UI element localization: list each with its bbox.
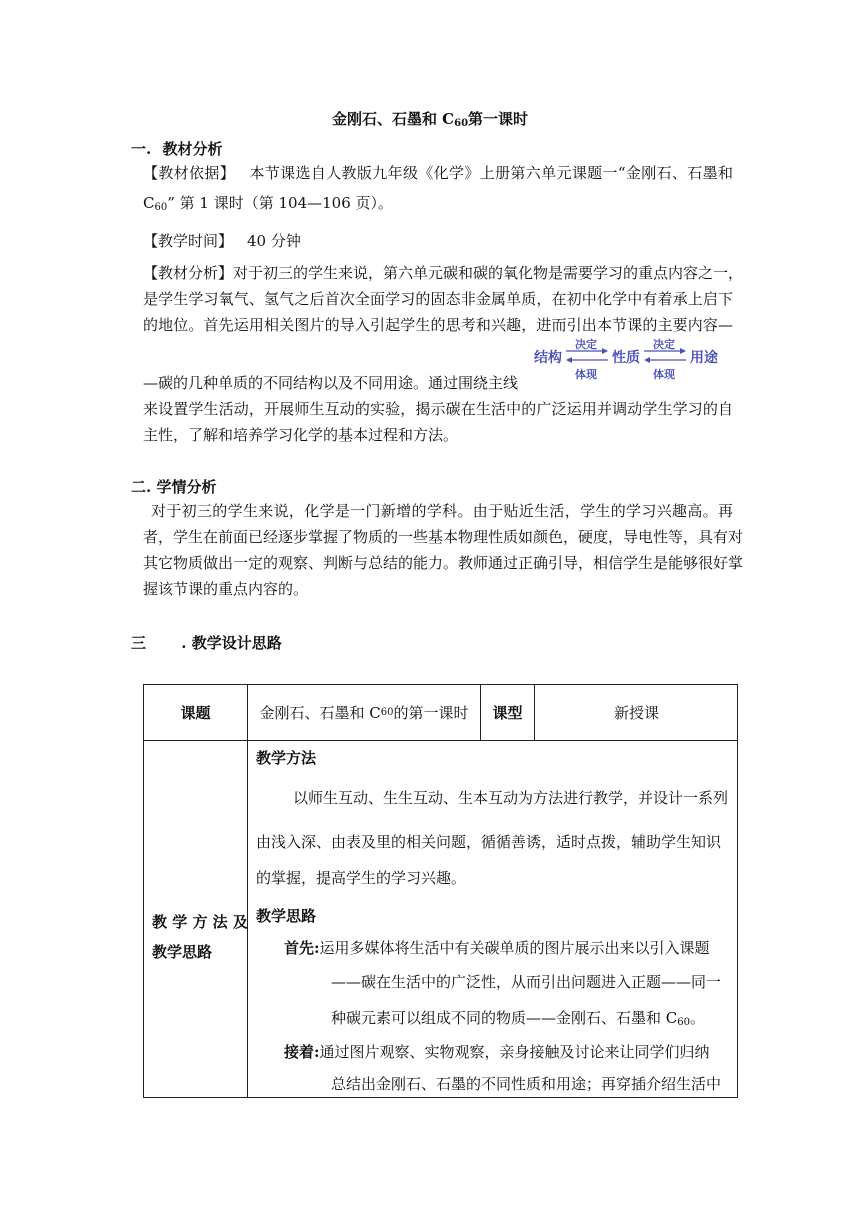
learner-line3: 其它物质做出一定的观察、判断与总结的能力。教师通过正确引导，相信学生是能够很好掌 (143, 554, 744, 572)
section-number: 三 (131, 634, 147, 652)
analysis-line3: 的地位。首先运用相关图片的导入引起学生的思考和兴趣，进而引出本节课的主要内容— (143, 316, 733, 334)
time-label: 【教学时间】 (143, 232, 234, 250)
diagram-node-structure: 结构 (534, 350, 562, 366)
first-line3: 种碳元素可以组成不同的物质——金刚石、石墨和 $C_{60}$。 (331, 1009, 705, 1028)
basis-label: 【教材依据】 (143, 164, 236, 182)
lesson-type-value: 新授课 (613, 704, 659, 722)
diagram-label-reflects-1: 体现 (575, 368, 597, 381)
basis-text: 本节课选自人教版九年级《化学》上册第六单元课题一“金刚石、石墨和 (249, 164, 733, 182)
basis-paragraph (143, 158, 733, 188)
header-topic: 课题 (180, 704, 211, 722)
section-heading-textbook-analysis (131, 138, 222, 159)
time-paragraph (143, 226, 301, 256)
diagram-node-property: 性质 (612, 350, 640, 366)
structure-property-use-diagram (534, 338, 726, 382)
next-step: 接着:通过图片观察、实物观察，亲身接触及讨论来让同学们归纳 (284, 1043, 710, 1061)
method-line3: 的掌握，提高学生的学习兴趣。 (256, 869, 467, 887)
diagram-label-determines-1: 决定 (575, 338, 597, 351)
lesson-design-table (143, 684, 738, 1098)
basis-line2: $C_{60}$” 第 1 课时（第 104—106 页）。 (143, 194, 394, 213)
next-label: 接着: (284, 1043, 320, 1061)
learner-line1: 对于初三的学生来说，化学是一门新增的学科。由于贴近生活，学生的学习兴趣高。再 (151, 502, 733, 520)
method-line1: 以师生互动、生生互动、生本互动为方法进行教学，并设计一系列 (293, 789, 729, 807)
header-lesson-type: 课型 (492, 704, 523, 722)
analysis-line6: 主性，了解和培养学习化学的基本过程和方法。 (143, 426, 459, 444)
section-heading-learner-analysis: 二. 学情分析 (131, 478, 217, 496)
section-heading-design-ideas (131, 632, 282, 653)
first-label: 首先: (284, 939, 320, 957)
method-heading: 教学方法 (256, 749, 317, 767)
analysis-line5: 来设置学生活动，开展师生互动的实验，揭示碳在生活中的广泛运用并调动学生学习的自 (143, 400, 733, 418)
next-line2: 总结出金刚石、石墨的不同性质和用途；再穿插介绍生活中 (331, 1075, 722, 1093)
section-number: 一. (131, 140, 152, 158)
learner-line4: 握该节课的重点内容的。 (143, 580, 309, 598)
analysis-line1: 【教材分析】对于初三的学生来说，第六单元碳和碳的氧化物是需要学习的重点内容之一， (143, 264, 744, 282)
first-line2: ——碳在生活中的广泛性，从而引出问题进入正题——同一 (331, 973, 722, 991)
diagram-node-use: 用途 (690, 350, 718, 366)
method-line2: 由浅入深、由表及里的相关问题，循循善诱，适时点拨，辅助学生知识 (256, 833, 722, 851)
section-title: 教材分析 (162, 140, 223, 158)
time-value: 40 分钟 (247, 232, 301, 250)
analysis-line4: —碳的几种单质的不同结构以及不同用途。通过围绕主线 (143, 374, 519, 392)
left-label: 教 学 方 法 及 教学思路 (152, 913, 248, 961)
idea-heading: 教学思路 (256, 907, 317, 925)
analysis-line2: 是学生学习氧气、氢气之后首次全面学习的固态非金属单质，在初中化学中有着承上启下 (143, 290, 733, 308)
learner-line2: 者，学生在前面已经逐步掌握了物质的一些基本物理性质如颜色，硬度，导电性等，具有对 (143, 528, 744, 546)
diagram-label-reflects-2: 体现 (653, 368, 675, 381)
diagram-label-determines-2: 决定 (653, 338, 675, 351)
first-step: 首先:运用多媒体将生活中有关碳单质的图片展示出来以引入课题 (284, 939, 710, 957)
topic-value: 金刚石、石墨和 C 60 的第一课时 (259, 704, 469, 722)
document-title: 金刚石、石墨和 $C_{60}$第一课时 (331, 110, 529, 129)
section-title: . 教学设计思路 (181, 634, 282, 652)
